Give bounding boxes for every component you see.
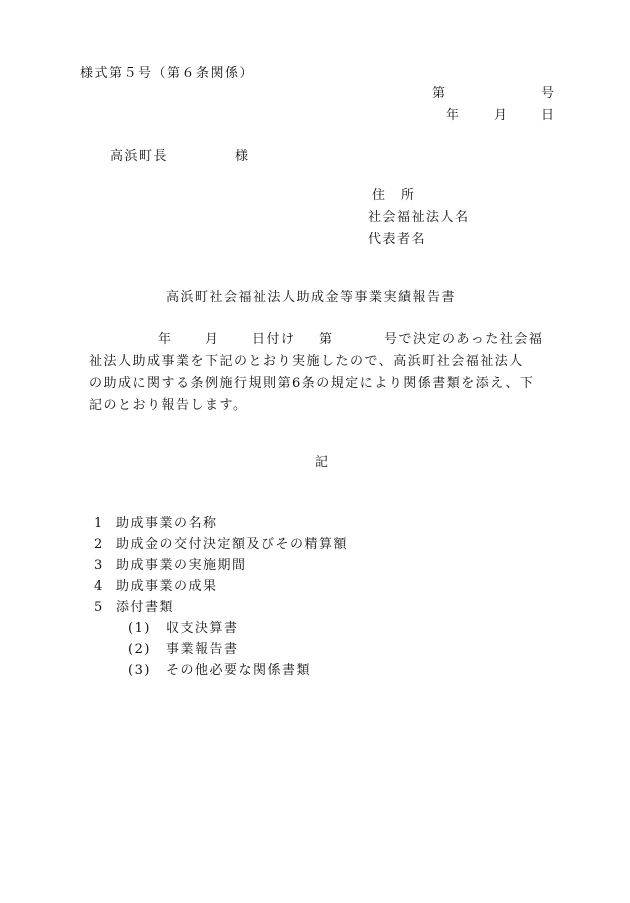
body-month: 月: [205, 332, 220, 347]
body-no-prefix: 第: [319, 332, 334, 347]
list-item: [94, 538, 348, 551]
date-month: 月: [494, 108, 509, 123]
form-number: 様式第５号（第６条関係）: [80, 66, 255, 81]
list-item: [94, 601, 174, 614]
item-number: 5: [94, 600, 104, 615]
addressee: 高浜町長: [110, 149, 169, 164]
attachment-text: 収支決算書: [166, 621, 239, 636]
body-dated: 日付け: [252, 332, 296, 347]
attachment-text: その他必要な関係書類: [166, 663, 312, 678]
item-text: 助成事業の名称: [116, 516, 218, 531]
org-name-label: 社会福祉法人名: [368, 210, 470, 225]
body-line4: 記のとおり報告します。: [89, 398, 248, 413]
item-text: 助成事業の成果: [116, 579, 218, 594]
attachment-item: [128, 664, 311, 677]
item-text: 助成金の交付決定額及びその精算額: [116, 537, 349, 552]
item-text: 添付書類: [116, 600, 175, 615]
doc-number-suffix: 号: [541, 86, 556, 101]
item-text: 助成事業の実施期間: [116, 558, 247, 573]
representative-label: 代表者名: [368, 232, 427, 247]
list-item: [94, 559, 247, 572]
list-item: [94, 517, 218, 530]
addressee-honorific: 様: [235, 149, 250, 164]
attachment-item: [128, 643, 239, 656]
body-line2: 祉法人助成事業を下記のとおり実施したので、高浜町社会福祉法人: [89, 354, 524, 369]
item-number: 4: [94, 579, 104, 594]
doc-number-prefix: 第: [432, 86, 447, 101]
document-title: 高浜町社会福祉法人助成金等事業実績報告書: [166, 290, 457, 305]
body-line1-rest: 号で決定のあった社会福: [384, 332, 544, 347]
body-line3: の助成に関する条例施行規則第6条の規定により関係書類を添え、下: [89, 376, 535, 391]
date-day: 日: [541, 108, 556, 123]
attachment-number: (1): [128, 621, 151, 636]
attachment-text: 事業報告書: [166, 642, 239, 657]
attachment-item: [128, 622, 239, 635]
attachment-number: (2): [128, 642, 151, 657]
body-year: 年: [158, 332, 173, 347]
item-number: 3: [94, 558, 104, 573]
item-number: 2: [94, 537, 104, 552]
address-label: 住 所: [372, 188, 416, 203]
ki-heading: 記: [315, 455, 330, 470]
date-year: 年: [446, 108, 461, 123]
attachment-number: (3): [128, 663, 151, 678]
list-item: [94, 580, 218, 593]
item-number: 1: [94, 516, 104, 531]
